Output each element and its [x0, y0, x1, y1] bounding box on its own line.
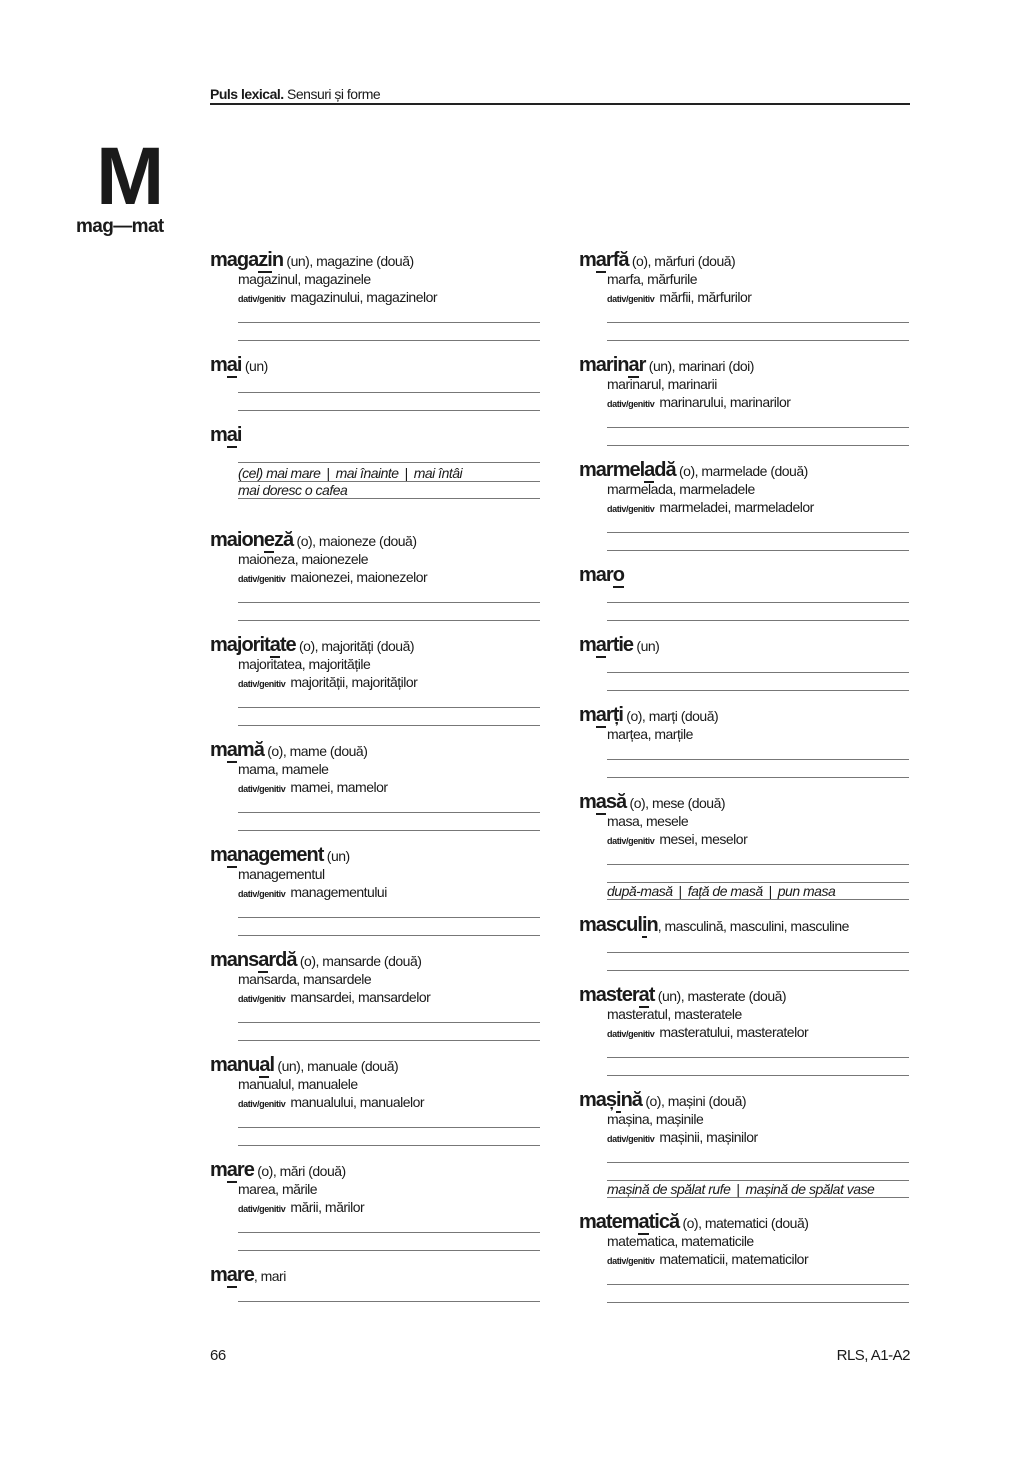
headword-part: majorit — [210, 634, 270, 656]
dative-genitive-label: dativ/genitiv — [607, 399, 655, 409]
dative-genitive-value: marinarului, marinarilor — [659, 394, 791, 410]
headword-line — [579, 355, 754, 376]
writing-line[interactable] — [607, 1302, 909, 1303]
dative-genitive-value: managementului — [290, 884, 387, 900]
headword-line — [210, 845, 350, 866]
grammar-info: (o), mese (două) — [626, 795, 726, 811]
headword-line — [579, 915, 849, 936]
dative-genitive-label: dativ/genitiv — [238, 574, 286, 584]
grammar-info: (o), mașini (două) — [641, 1093, 747, 1109]
dative-genitive-value: matematicii, matematicilor — [659, 1251, 809, 1267]
stressed-syllable: a — [226, 739, 237, 761]
headword-part: re — [236, 1159, 254, 1181]
headword-part: rtie — [605, 634, 634, 656]
dative-genitive-label: dativ/genitiv — [607, 504, 655, 514]
usage-examples — [238, 482, 540, 499]
headword-part: n — [271, 249, 284, 271]
page-number: 66 — [210, 1347, 226, 1364]
usage-example: după-masă — [607, 883, 673, 899]
grammar-info: , mari — [253, 1268, 286, 1284]
dative-genitive-forms — [607, 1128, 758, 1148]
usage-example: mai doresc o cafea — [238, 482, 348, 498]
usage-example: mai înainte — [335, 465, 399, 481]
dative-genitive-value: masteratului, masteratelor — [659, 1024, 809, 1040]
section-letter: M — [96, 131, 163, 222]
dative-genitive-label: dativ/genitiv — [238, 784, 286, 794]
dative-genitive-forms — [607, 1250, 808, 1270]
headword-line — [579, 1212, 808, 1233]
writing-line[interactable] — [238, 1040, 540, 1041]
stressed-syllable: e — [263, 529, 275, 551]
stressed-syllable: a — [226, 1264, 237, 1286]
dative-genitive-forms — [238, 568, 427, 588]
headword-part: m — [210, 424, 227, 446]
headword-part: nagement — [236, 844, 324, 866]
dative-genitive-value: majorității, majorităților — [290, 674, 418, 690]
dative-genitive-value: mărfii, mărfurilor — [659, 289, 752, 305]
headword-line — [210, 740, 367, 761]
writing-line[interactable] — [238, 707, 540, 708]
inflected-forms: magazinul, magazinele — [238, 271, 371, 287]
writing-line[interactable] — [238, 812, 540, 813]
book-code: RLS, A1-A2 — [836, 1347, 910, 1364]
headword-part: marin — [579, 354, 629, 376]
inflected-forms: matematica, matematicile — [607, 1233, 754, 1249]
grammar-info: (o), marmelade (două) — [675, 463, 808, 479]
headword — [579, 914, 658, 938]
usage-example: mașină de spălat rufe — [607, 1181, 731, 1197]
headword — [579, 564, 624, 588]
writing-line[interactable] — [238, 340, 540, 341]
dative-genitive-label: dativ/genitiv — [607, 1256, 655, 1266]
dative-genitive-label: dativ/genitiv — [607, 1029, 655, 1039]
stressed-syllable: a — [628, 354, 639, 376]
headword-part: matem — [579, 1211, 639, 1233]
headword-line — [210, 1055, 398, 1076]
dative-genitive-value: mașinii, mașinilor — [659, 1129, 758, 1145]
writing-line[interactable] — [607, 1162, 909, 1163]
writing-line[interactable] — [607, 777, 909, 778]
grammar-info: (o), majorități (două) — [295, 638, 415, 654]
usage-examples — [238, 465, 540, 482]
grammar-info: (o), matematici (două) — [679, 1215, 809, 1231]
dative-genitive-forms — [607, 1023, 808, 1043]
writing-line[interactable] — [607, 970, 909, 971]
inflected-forms: majoritatea, majoritățile — [238, 656, 371, 672]
inflected-forms: marea, mările — [238, 1181, 318, 1197]
headword-part: rți — [605, 704, 623, 726]
running-header — [210, 86, 910, 105]
separator: | — [404, 465, 408, 481]
grammar-info: (un), marinari (doi) — [645, 358, 754, 374]
headword-part: m — [579, 249, 596, 271]
headword-line — [579, 985, 786, 1006]
stressed-syllable: a — [595, 634, 606, 656]
dative-genitive-forms — [238, 673, 417, 693]
stressed-syllable: a — [638, 984, 649, 1006]
grammar-info: (o), marți (două) — [622, 708, 719, 724]
headword-line — [579, 250, 735, 271]
grammar-info: (un) — [633, 638, 660, 654]
writing-line[interactable] — [607, 690, 909, 691]
dative-genitive-value: mansardei, mansardelor — [290, 989, 431, 1005]
writing-line[interactable] — [238, 1022, 540, 1023]
inflected-forms: marinarul, marinarii — [607, 376, 717, 392]
headword-part: r — [638, 354, 646, 376]
headword-part: mans — [210, 949, 259, 971]
headword-line — [579, 705, 718, 726]
headword-line — [210, 1160, 346, 1181]
writing-line[interactable] — [607, 550, 909, 551]
stressed-syllable: a — [226, 354, 237, 376]
headword-part: m — [579, 704, 596, 726]
dative-genitive-forms — [607, 498, 814, 518]
grammar-info: (un) — [323, 848, 350, 864]
writing-line[interactable] — [607, 1075, 909, 1076]
headword-part: m — [210, 1159, 227, 1181]
headword-part: manu — [210, 1054, 260, 1076]
dative-genitive-label: dativ/genitiv — [238, 994, 286, 1004]
inflected-forms: mașina, mașinile — [607, 1111, 704, 1127]
stressed-syllable: a — [226, 424, 237, 446]
headword-part: mar — [579, 564, 613, 586]
dative-genitive-value: manualului, manualelor — [290, 1094, 425, 1110]
stressed-syllable: a — [595, 791, 606, 813]
headword-part: nă — [620, 1089, 642, 1111]
dative-genitive-forms — [238, 988, 430, 1008]
stressed-syllable: i — [616, 1089, 621, 1111]
writing-line[interactable] — [238, 917, 540, 918]
inflected-forms: masteratul, masteratele — [607, 1006, 742, 1022]
writing-line[interactable] — [607, 759, 909, 760]
writing-line[interactable] — [607, 602, 909, 603]
writing-line[interactable] — [238, 935, 540, 936]
separator: | — [768, 883, 772, 899]
header-title-bold: Puls lexical. — [210, 86, 284, 102]
writing-line[interactable] — [607, 532, 909, 533]
grammar-info: , masculină, masculini, masculine — [657, 918, 849, 934]
headword-part: i — [236, 354, 242, 376]
inflected-forms: manualul, manualele — [238, 1076, 358, 1092]
headword-part: m — [210, 739, 227, 761]
stressed-syllable: o — [612, 564, 624, 586]
headword-part: m — [579, 634, 596, 656]
separator: | — [736, 1181, 740, 1197]
writing-line[interactable] — [607, 322, 909, 323]
headword-part: marmel — [579, 459, 645, 481]
stressed-syllable: a — [226, 1159, 237, 1181]
usage-example: pun masa — [777, 883, 836, 899]
dative-genitive-forms — [607, 393, 790, 413]
writing-line[interactable] — [607, 952, 909, 953]
stressed-syllable: a — [595, 704, 606, 726]
headword — [210, 424, 241, 448]
headword — [579, 634, 633, 658]
dative-genitive-label: dativ/genitiv — [238, 294, 286, 304]
headword-part: m — [579, 791, 596, 813]
dative-genitive-value: mamei, mamelor — [290, 779, 388, 795]
headword-line — [210, 355, 268, 376]
writing-line[interactable] — [238, 602, 540, 603]
stressed-syllable: i — [641, 914, 647, 936]
headword-line — [210, 950, 421, 971]
grammar-info: (o), mări (două) — [253, 1163, 346, 1179]
dative-genitive-forms — [607, 288, 751, 308]
headword-part: să — [605, 791, 627, 813]
headword-line — [579, 460, 808, 481]
headword-part: dă — [654, 459, 676, 481]
dative-genitive-label: dativ/genitiv — [238, 1204, 286, 1214]
usage-example: față de masă — [687, 883, 763, 899]
inflected-forms: mama, mamele — [238, 761, 329, 777]
dative-genitive-forms — [238, 883, 387, 903]
headword-line — [579, 792, 725, 813]
stressed-syllable: a — [644, 459, 655, 481]
headword-part: te — [279, 634, 296, 656]
inflected-forms: maioneza, maionezele — [238, 551, 369, 567]
writing-line[interactable] — [607, 427, 909, 428]
dative-genitive-value: magazinului, magazinelor — [290, 289, 438, 305]
headword-part: i — [236, 424, 242, 446]
headword-part: maga — [210, 249, 259, 271]
inflected-forms: mansarda, mansardele — [238, 971, 372, 987]
headword-part: mă — [236, 739, 264, 761]
writing-line[interactable] — [238, 725, 540, 726]
headword-part: m — [210, 354, 227, 376]
usage-example: mașină de spălat vase — [745, 1181, 875, 1197]
separator: | — [678, 883, 682, 899]
dative-genitive-forms — [607, 830, 747, 850]
writing-line[interactable] — [238, 392, 540, 393]
inflected-forms: managementul — [238, 866, 325, 882]
headword-line — [210, 425, 241, 446]
writing-line[interactable] — [238, 1145, 540, 1146]
dative-genitive-label: dativ/genitiv — [238, 679, 286, 689]
headword-part: n — [646, 914, 658, 936]
headword-part: maș — [579, 1089, 617, 1111]
stressed-syllable: a — [259, 1054, 270, 1076]
headword-line — [579, 1090, 746, 1111]
usage-example: (cel) mai mare — [238, 465, 321, 481]
stressed-syllable: a — [258, 949, 269, 971]
writing-line[interactable] — [238, 620, 540, 621]
headword-part: ză — [274, 529, 294, 551]
headword — [210, 354, 241, 378]
headword-part: mascul — [579, 914, 642, 936]
dative-genitive-label: dativ/genitiv — [607, 1134, 655, 1144]
inflected-forms: marfa, mărfurile — [607, 271, 698, 287]
grammar-info: (un), manuale (două) — [274, 1058, 399, 1074]
grammar-info: (o), mansarde (două) — [296, 953, 422, 969]
dative-genitive-value: mării, mărilor — [290, 1199, 365, 1215]
headword-part: maion — [210, 529, 264, 551]
dative-genitive-forms — [238, 288, 437, 308]
writing-line[interactable] — [238, 462, 540, 463]
inflected-forms: marmelada, marmeladele — [607, 481, 755, 497]
stressed-syllable: a — [638, 1211, 649, 1233]
headword-line — [210, 635, 414, 656]
section-range: mag—mat — [76, 216, 164, 237]
writing-line[interactable] — [238, 1301, 540, 1302]
grammar-info: (o), mame (două) — [263, 743, 368, 759]
grammar-info: (o), maioneze (două) — [293, 533, 417, 549]
writing-line[interactable] — [238, 1232, 540, 1233]
headword-line — [210, 1265, 286, 1286]
dative-genitive-value: maionezei, maionezelor — [290, 569, 428, 585]
dative-genitive-label: dativ/genitiv — [607, 836, 655, 846]
stressed-syllable: a — [226, 844, 237, 866]
grammar-info: (un), magazine (două) — [283, 253, 414, 269]
writing-line[interactable] — [238, 1127, 540, 1128]
headword-part: tică — [648, 1211, 680, 1233]
headword-part: t — [648, 984, 655, 1006]
headword-part: m — [210, 844, 227, 866]
usage-example: mai întâi — [413, 465, 463, 481]
usage-examples — [607, 1181, 909, 1198]
dative-genitive-label: dativ/genitiv — [238, 1099, 286, 1109]
headword-part: rfă — [605, 249, 629, 271]
inflected-forms: masa, mesele — [607, 813, 689, 829]
separator: | — [326, 465, 330, 481]
stressed-syllable: a — [269, 634, 280, 656]
dative-genitive-label: dativ/genitiv — [238, 889, 286, 899]
dative-genitive-forms — [238, 778, 388, 798]
header-title-rest: Sensuri și forme — [283, 86, 381, 102]
writing-line[interactable] — [607, 1057, 909, 1058]
dative-genitive-forms — [238, 1093, 424, 1113]
grammar-info: (o), mărfuri (două) — [628, 253, 736, 269]
headword-part: master — [579, 984, 639, 1006]
headword-part: rdă — [268, 949, 297, 971]
stressed-syllable: zi — [258, 249, 272, 271]
dative-genitive-value: marmeladei, marmeladelor — [659, 499, 814, 515]
grammar-info: (un), masterate (două) — [654, 988, 787, 1004]
dative-genitive-label: dativ/genitiv — [607, 294, 655, 304]
grammar-info: (un) — [241, 358, 268, 374]
usage-examples — [607, 883, 909, 900]
writing-line[interactable] — [607, 445, 909, 446]
writing-line[interactable] — [607, 620, 909, 621]
writing-line[interactable] — [607, 672, 909, 673]
writing-line[interactable] — [607, 340, 909, 341]
headword-line — [579, 565, 624, 586]
headword-line — [210, 250, 414, 271]
writing-line[interactable] — [238, 410, 540, 411]
writing-line[interactable] — [238, 830, 540, 831]
headword-part: m — [210, 1264, 227, 1286]
writing-line[interactable] — [607, 864, 909, 865]
headword-part: re — [236, 1264, 254, 1286]
inflected-forms: marțea, marțile — [607, 726, 693, 742]
writing-line[interactable] — [238, 1250, 540, 1251]
writing-line[interactable] — [238, 322, 540, 323]
headword-line — [210, 530, 417, 551]
headword — [210, 1264, 254, 1288]
dative-genitive-value: mesei, meselor — [659, 831, 748, 847]
dative-genitive-forms — [238, 1198, 364, 1218]
stressed-syllable: a — [595, 249, 606, 271]
writing-line[interactable] — [607, 1284, 909, 1285]
headword-line — [579, 635, 659, 656]
headword-part: l — [269, 1054, 275, 1076]
